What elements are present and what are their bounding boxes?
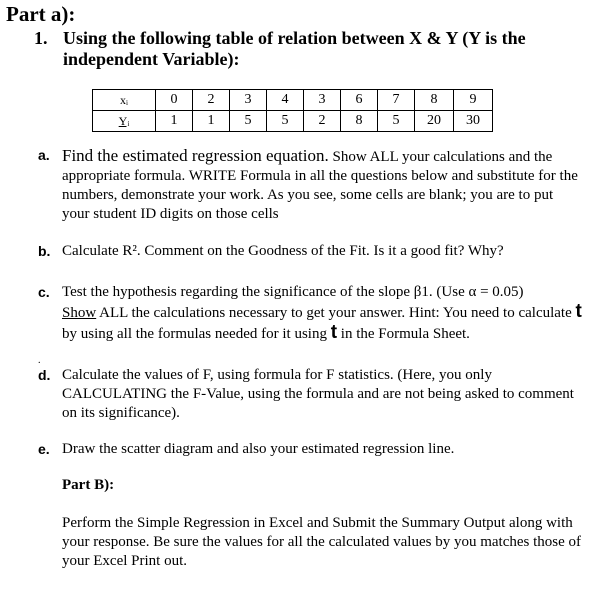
xy-table — [92, 89, 493, 132]
y-cell: 5 — [267, 111, 304, 132]
x-cell: 4 — [267, 90, 304, 111]
item-b-label: b. — [38, 243, 51, 259]
item-c-line2: ALL the calculations necessary to get your answer. Hint: You need to calculate — [96, 305, 576, 321]
y-cell: 2 — [304, 111, 341, 132]
question-number: 1. — [34, 28, 48, 48]
item-a-text — [62, 146, 583, 224]
x-cell: 0 — [156, 90, 193, 111]
item-d-label: d. — [38, 367, 51, 383]
item-e-label: e. — [38, 441, 50, 457]
item-c-line4: in the Formula Sheet. — [337, 326, 470, 342]
item-a-lead: Find the estimated regression equation. — [62, 146, 329, 165]
item-b-text: Calculate R². Comment on the Goodness of the Fit. Is it a good fit? Why? — [62, 243, 504, 259]
item-d-text: Calculate the values of F, using formula for F statistics. (Here, you only CALCULATING the F-Value, using the formula and are not being asked to comment on its significance). — [62, 367, 574, 421]
y-cell: 1 — [193, 111, 230, 132]
y-row — [93, 111, 493, 132]
item-a — [38, 146, 583, 224]
stray-dot: . — [38, 355, 41, 366]
x-cell: 9 — [454, 90, 493, 111]
item-b — [38, 242, 583, 261]
x-cell: 8 — [415, 90, 454, 111]
y-cell: 30 — [454, 111, 493, 132]
y-cell: 8 — [341, 111, 378, 132]
item-d — [38, 366, 583, 423]
item-e — [38, 440, 583, 459]
item-c-label: c. — [38, 284, 50, 300]
item-c-show: Show — [62, 305, 97, 321]
y-cell: 20 — [415, 111, 454, 132]
y-header: Yᵢ — [93, 111, 156, 132]
item-e-text: Draw the scatter diagram and also your estimated regression line. — [62, 441, 455, 457]
part-b-text: Perform the Simple Regression in Excel and Submit the Summary Output along with your response. Be sure the values for all the calculated values by you matches those of your Excel Print out. — [62, 515, 582, 569]
item-c-t-symbol: t — [330, 322, 338, 343]
y-cell: 5 — [230, 111, 267, 132]
x-cell: 3 — [230, 90, 267, 111]
item-a-label: a. — [38, 147, 50, 163]
item-c-line1: Test the hypothesis regarding the significance of the slope β1. (Use α = 0.05) — [62, 284, 524, 300]
x-row — [93, 90, 493, 111]
item-c-text — [62, 283, 583, 344]
item-c-t-symbol: t — [575, 301, 582, 322]
y-cell: 5 — [378, 111, 415, 132]
x-cell: 6 — [341, 90, 378, 111]
part-a-heading: Part a): — [6, 2, 76, 26]
x-cell: 7 — [378, 90, 415, 111]
x-cell: 3 — [304, 90, 341, 111]
item-c — [38, 283, 583, 344]
part-b-heading: Part B): — [62, 477, 115, 493]
item-c-line3: by using all the formulas needed for it using — [62, 326, 331, 342]
item-a-rest: Show ALL your calculations and the appropriate formula. WRITE Formula in all the questions below and substitute for the numbers, demonstrate your work. As you see, some cells are blank; you are to put your student ID digits on those cells — [62, 149, 578, 222]
question-text: Using the following table of relation between X & Y (Y is the independent Variable): — [63, 28, 526, 69]
x-cell: 2 — [193, 90, 230, 111]
x-header: xᵢ — [93, 90, 156, 111]
y-cell: 1 — [156, 111, 193, 132]
